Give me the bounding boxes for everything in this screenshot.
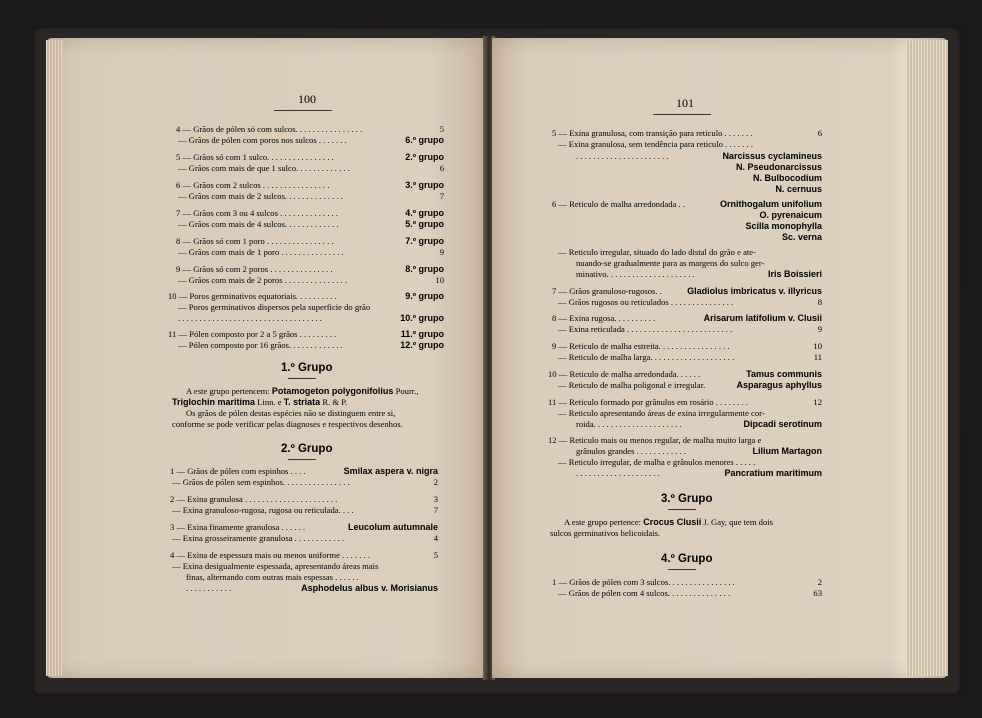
group2-key-line-value: 4	[433, 533, 438, 543]
right-key-line	[552, 286, 822, 297]
right-key-line-text: — Reticulo irregular, situado do lado distal do grão e ate-	[558, 247, 756, 257]
left-key-line-text: — Grãos com mais de que 1 sulco. . . . . . . . . . . . .	[178, 163, 350, 173]
group2-key-line-text: 1 — Grãos de pólen com espinhos . . . .	[170, 466, 306, 476]
right-key-line	[576, 468, 822, 479]
right-key-line-text: nuando-se gradualmente para as margens do sulco ger-	[576, 258, 765, 268]
group2-key-line	[170, 522, 438, 533]
group2-key-line-value: 2	[433, 477, 438, 487]
left-key-line-text: 8 — Grãos só com 1 poro . . . . . . . . . . . . . . . .	[176, 236, 334, 246]
group4-key-line-value: 63	[813, 588, 822, 598]
right-key-taxon-name: Ornithogalum unifolium	[720, 199, 822, 209]
left-key-line-value: 10	[435, 275, 444, 285]
left-key-line-text: — Grãos com mais de 4 sulcos. . . . . . . . . . . . .	[178, 219, 339, 229]
right-key-line	[548, 435, 822, 446]
right-key-taxon-name: Scilla monophylla	[745, 221, 822, 231]
right-key-taxon-name: Gladiolus imbricatus v. illyricus	[687, 286, 822, 296]
left-key-line	[176, 124, 444, 135]
left-key-line	[178, 163, 444, 174]
group2-key-line-text: — Exina grosseiramente granulosa . . . . . . . . . . . .	[172, 533, 345, 543]
left-key-line	[176, 180, 444, 191]
left-key-line	[178, 275, 444, 286]
group2-key-line-text: — Grãos de pólen sem espinhos. . . . . . . . . . . . . . . .	[172, 477, 350, 487]
group1-para-line2: Triglochin maritima Linn. e T. striata R. & P.	[172, 397, 348, 407]
right-key-line	[548, 397, 822, 408]
right-key-line-text: 5 — Exina granulosa, com transição para reticulo . . . . . . .	[552, 128, 753, 138]
group2-key-taxon-name: Smilax aspera v. nigra	[343, 466, 438, 476]
group2-key-line-value: 5	[433, 550, 438, 560]
left-key-line-value: 9.º grupo	[405, 291, 444, 301]
left-key-line-value: 6.º grupo	[405, 135, 444, 145]
right-key-line-text: . . . . . . . . . . . . . . . . . . . .	[576, 468, 660, 478]
left-key-line-text: 10 — Poros germinativos equatoriais. . . . . . . . . .	[168, 291, 337, 301]
right-key-line	[558, 247, 822, 258]
group4-heading-rule	[668, 569, 696, 570]
right-key-line-value: 6	[817, 128, 822, 138]
left-key-line-text: 7 — Grãos com 3 ou 4 sulcos . . . . . . . . . . . . . .	[176, 208, 339, 218]
right-key-line-value: 8	[817, 297, 822, 307]
right-key-taxon-name: Asparagus aphyllus	[736, 380, 822, 390]
group2-key-line	[172, 533, 438, 544]
right-page-number-rule	[653, 114, 711, 115]
right-page-number: 101	[676, 96, 694, 110]
right-key-taxon-name: Iris Boissieri	[767, 269, 822, 279]
left-key-line	[178, 191, 444, 202]
left-key-line	[176, 152, 444, 163]
left-key-line-text: — Poros germinativos dispersos pela superficie do grão	[178, 302, 371, 312]
group2-key-line	[172, 505, 438, 516]
left-key-line-value: 9	[439, 247, 444, 257]
left-key-line-value: 5	[439, 124, 444, 134]
right-key-line	[558, 408, 822, 419]
right-key-taxon-name: Pancratium maritimum	[724, 468, 822, 478]
right-key-line-text: — Grãos rugosos ou reticulados . . . . . . . . . . . . . . .	[558, 297, 734, 307]
right-key-line-value: 10	[813, 341, 822, 351]
right-key-taxon-name: Sc. verna	[781, 232, 822, 242]
left-key-line-value: 5.º grupo	[405, 219, 444, 229]
left-key-line-text: 11 — Pólen composto por 2 a 5 grãos . . . . . . . . .	[168, 329, 337, 339]
right-key-line	[576, 269, 822, 280]
right-key-line-text: — Reticulo de malha poligonal e irregular.	[558, 380, 706, 390]
right-key-line-text: 11 — Reticulo formado por grânulos em rosário . . . . . . . .	[548, 397, 748, 407]
left-key-line-value: 10.º grupo	[400, 313, 444, 323]
left-key-line	[178, 219, 444, 230]
group1-heading: 1.º Grupo	[281, 362, 333, 374]
right-key-line	[558, 139, 822, 150]
right-key-line	[576, 419, 822, 430]
right-key-line-text: — Reticulo apresentando áreas de exina irregularmente cor-	[558, 408, 765, 418]
right-key-line	[558, 297, 822, 308]
right-key-taxon-name: O. pyrenaicum	[759, 210, 822, 220]
left-key-line	[178, 302, 444, 313]
left-page-edges	[46, 40, 62, 676]
left-key-line-text: — Grãos com mais de 2 sulcos. . . . . . . . . . . . . .	[178, 191, 343, 201]
left-key-line-value: 7	[439, 191, 444, 201]
right-key-line-text: minativo. . . . . . . . . . . . . . . . . . . . .	[576, 269, 695, 279]
left-key-line-text: 6 — Grãos com 2 sulcos . . . . . . . . . . . . . . . .	[176, 180, 330, 190]
right-key-line	[552, 199, 822, 210]
right-key-line	[552, 341, 822, 352]
right-key-taxon-name: N. Bulbocodium	[753, 173, 822, 183]
group2-key-line	[170, 550, 438, 561]
left-key-line	[168, 291, 444, 302]
right-key-taxon-name: Dipcadi serotinum	[743, 419, 822, 429]
right-key-line-text: roida. . . . . . . . . . . . . . . . . . . . .	[576, 419, 682, 429]
left-key-line-text: 9 — Grãos só com 2 poros . . . . . . . . . . . . . . .	[176, 264, 333, 274]
right-key-line-text: 8 — Exina rugosa. . . . . . . . . .	[552, 313, 656, 323]
left-key-line	[178, 340, 444, 351]
right-key-line-text: — Reticulo de malha larga. . . . . . . . . . . . . . . . . . . .	[558, 352, 735, 362]
group2-key-line	[186, 583, 438, 594]
group4-key-line	[552, 577, 822, 588]
left-key-line	[176, 236, 444, 247]
right-key-line-text: — Exina granulosa, sem tendência para reticulo . . . . . . .	[558, 139, 753, 149]
right-key-line-text: 12 — Reticulo mais ou menos regular, de malha muito larga e	[548, 435, 762, 445]
left-key-line-value: 6	[439, 163, 444, 173]
group2-key-line-text: — Exina granuloso-rugosa, rugosa ou reticulada. . . .	[172, 505, 354, 515]
right-key-taxon-name: Narcissus cyclamineus	[722, 151, 822, 161]
group2-key-line-text: 2 — Exina granulosa . . . . . . . . . . . . . . . . . . . . . .	[170, 494, 338, 504]
left-key-line	[178, 313, 444, 324]
right-key-line-value: 11	[813, 352, 822, 362]
group2-key-line	[186, 572, 438, 583]
left-key-line-text: . . . . . . . . . . . . . . . . . . . . . . . . . . . . . . . . . .	[178, 313, 322, 323]
group1-para-line3: Os grãos de pólen destas espécies não se distinguem entre si,	[186, 408, 396, 418]
left-key-line-value: 12.º grupo	[400, 340, 444, 350]
group3-heading-rule	[668, 509, 696, 510]
right-key-line	[576, 258, 822, 269]
right-key-line-text: 9 — Reticulo de malha estreita. . . . . . . . . . . . . . . . .	[552, 341, 730, 351]
group2-heading-rule	[288, 459, 316, 460]
right-key-line-value: 9	[817, 324, 822, 334]
group3-para-line2: sulcos germinativos helicoidais.	[550, 528, 661, 538]
right-key-line	[558, 324, 822, 335]
right-key-line-text: 10 — Reticulo de malha arredondada. . . . . .	[548, 369, 701, 379]
group1-heading-rule	[288, 378, 316, 379]
left-key-line	[176, 264, 444, 275]
group2-key-line-value: 7	[433, 505, 438, 515]
left-key-line-text: — Pólen composto por 16 grãos. . . . . . . . . . . . .	[178, 340, 343, 350]
group2-key-line	[170, 494, 438, 505]
group4-key-line-value: 2	[817, 577, 822, 587]
group3-heading: 3.º Grupo	[661, 493, 713, 505]
right-key-line	[558, 352, 822, 363]
right-key-line	[548, 369, 822, 380]
left-key-line-value: 11.º grupo	[400, 329, 444, 339]
group1-para-line4: conforme se pode verificar pelas diagnoses e respectivos desenhos.	[172, 419, 403, 429]
right-key-line	[552, 313, 822, 324]
right-page-edges	[906, 40, 948, 676]
group4-key-line-text: 1 — Grãos de pólen com 3 sulcos. . . . . . . . . . . . . . . .	[552, 577, 735, 587]
left-key-line-text: — Grãos com mais de 1 poro . . . . . . . . . . . . . . .	[178, 247, 344, 257]
group2-key-taxon-name: Asphodelus albus v. Morisianus	[301, 583, 438, 593]
group2-key-line	[172, 477, 438, 488]
group2-key-line-text: 3 — Exina finamente granulosa . . . . . .	[170, 522, 306, 532]
right-key-taxon-name: N. Pseudonarcissus	[735, 162, 822, 172]
left-key-line-value: 2.º grupo	[405, 152, 444, 162]
group2-key-line	[170, 466, 438, 477]
right-key-taxon-name: Arisarum latifolium v. Clusii	[703, 313, 822, 323]
group2-key-line-text: . . . . . . . . . . .	[186, 583, 232, 593]
left-key-line-value: 8.º grupo	[405, 264, 444, 274]
right-key-line	[558, 380, 822, 391]
left-key-line-value: 4.º grupo	[405, 208, 444, 218]
left-page-number-rule	[274, 110, 332, 111]
group2-key-line	[172, 561, 438, 572]
group2-key-line-text: 4 — Exina de espessura mais ou menos uniforme . . . . . . .	[170, 550, 371, 560]
right-key-taxon-name: Tamus communis	[746, 369, 822, 379]
right-key-line	[576, 446, 822, 457]
left-key-line-text: — Grãos com mais de 2 poros . . . . . . . . . . . . . . .	[178, 275, 347, 285]
right-key-line-text: — Exina reticulada . . . . . . . . . . . . . . . . . . . . . . . . .	[558, 324, 733, 334]
left-key-line-text: 5 — Grãos só com 1 sulco. . . . . . . . . . . . . . . .	[176, 152, 334, 162]
left-key-line	[178, 247, 444, 258]
right-key-line-text: 6 — Reticulo de malha arredondada . .	[552, 199, 685, 209]
right-key-line	[552, 128, 822, 139]
group2-key-line-value: 3	[433, 494, 438, 504]
left-key-line-text: — Grãos de pólen com poros nos sulcos . . . . . . .	[178, 135, 347, 145]
right-key-taxon-name: Lilium Martagon	[752, 446, 822, 456]
group4-key-line-text: — Grãos de pólen com 4 sulcos. . . . . . . . . . . . . . .	[558, 588, 731, 598]
left-key-line	[176, 208, 444, 219]
group1-para-line1: A este grupo pertencem: Potamogeton polygonifolius Pourr.,	[186, 386, 419, 396]
right-key-line-text: — Reticulo irregular, de malha e grânulos menores . . . . .	[558, 457, 756, 467]
right-key-line	[558, 457, 822, 468]
right-key-line	[576, 151, 822, 162]
left-page-number: 100	[298, 92, 316, 106]
left-key-line	[168, 329, 444, 340]
left-key-line-value: 3.º grupo	[405, 180, 444, 190]
left-key-line	[178, 135, 444, 146]
group4-key-line	[558, 588, 822, 599]
right-key-line-value: 12	[813, 397, 822, 407]
left-key-line-value: 7.º grupo	[405, 236, 444, 246]
group2-heading: 2.º Grupo	[281, 443, 333, 455]
right-key-line-text: . . . . . . . . . . . . . . . . . . . . . .	[576, 151, 669, 161]
group2-key-line-text: finas, alternando com outras mais espessas . . . . . .	[186, 572, 359, 582]
group3-para-line1: A este grupo pertence: Crocus Clusii J. Gay, que tem dois	[564, 517, 774, 527]
right-key-taxon-name: N. cernuus	[775, 184, 822, 194]
right-key-line-text: 7 — Grãos granuloso-rugosos. .	[552, 286, 662, 296]
group4-heading: 4.º Grupo	[661, 553, 713, 565]
group2-key-taxon-name: Leucolum autumnale	[347, 522, 438, 532]
right-key-line-text: grânulos grandes . . . . . . . . . . . .	[576, 446, 687, 456]
left-key-line-text: 4 — Grãos de pólen só com sulcos. . . . . . . . . . . . . . . .	[176, 124, 363, 134]
group2-key-line-text: — Exina desigualmente espessada, apresentando áreas mais	[172, 561, 379, 571]
